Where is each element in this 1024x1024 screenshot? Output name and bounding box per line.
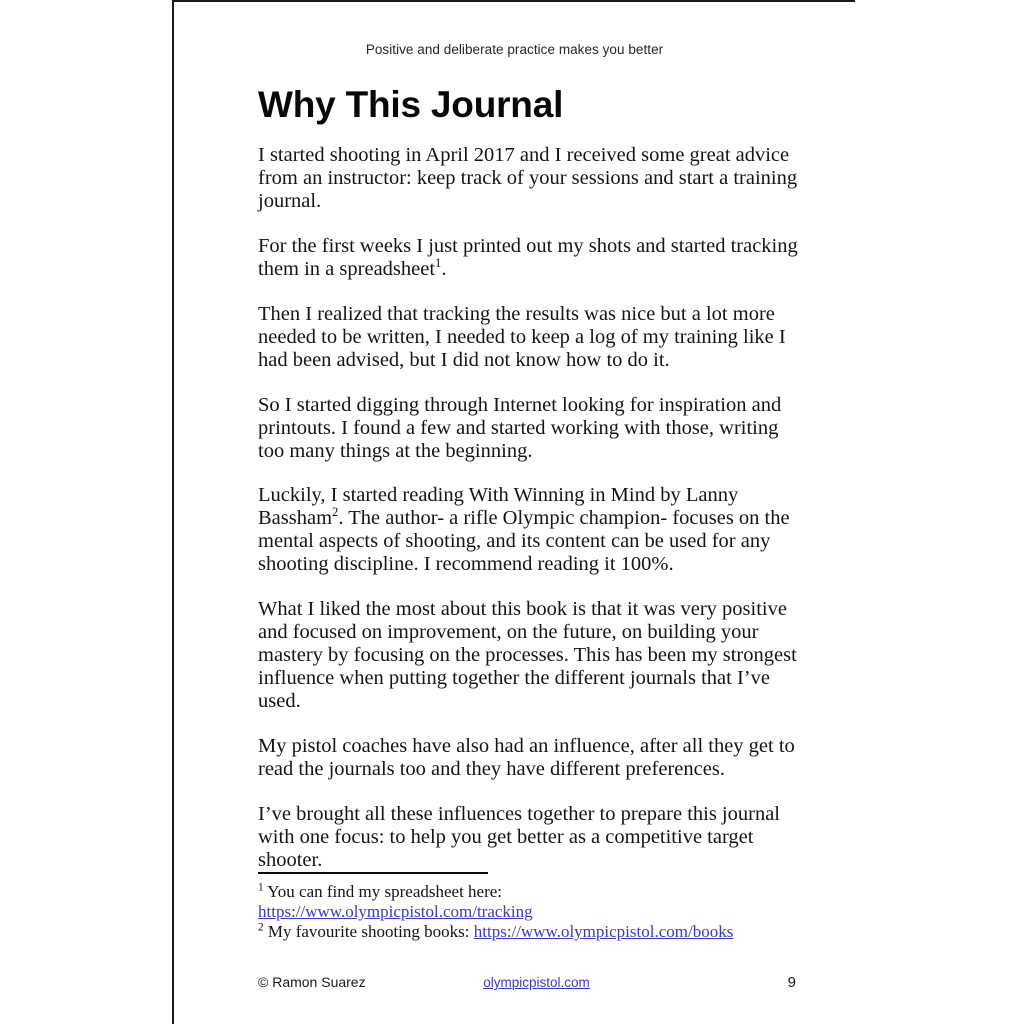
paragraph-5-tail: . The author- a rifle Olympic champion- focuses on the mental aspects of shooting, and its content can be used for any shooting discipline. I recommend reading it 100%. — [258, 507, 790, 576]
paragraph-4 — [258, 394, 806, 463]
page-footer — [258, 974, 815, 996]
paragraph-3 — [258, 303, 806, 372]
footnote-marker-2[interactable]: 2 — [332, 505, 339, 520]
footer-site-wrapper — [258, 975, 815, 990]
paragraph-6-text: What I liked the most about this book is that it was very positive and focused on improvement, on the future, on building your mastery by focusing on the processes. This has been my strongest influence when putting together the different journals that I’ve used. — [258, 598, 797, 713]
paragraph-1-text: I started shooting in April 2017 and I received some great advice from an instructor: keep track of your sessions and start a training journal. — [258, 144, 798, 212]
body-text-column — [258, 144, 806, 872]
footnote-2-link[interactable]: https://www.olympicpistol.com/books — [473, 922, 734, 942]
paragraph-1 — [258, 144, 806, 213]
footer-copyright: © Ramon Suarez — [258, 974, 366, 990]
paragraph-2-text: For the first weeks I just printed out my shots and started tracking them in a spreadsheet — [258, 234, 798, 280]
footnote-marker-1[interactable]: 1 — [435, 255, 442, 270]
footnote-number-2: 2 — [258, 921, 264, 934]
paragraph-5-text: Luckily, I started reading With Winning in Mind by Lanny Bassham — [258, 484, 739, 530]
paragraph-4-text: So I started digging through Internet looking for inspiration and printouts. I found a few and started working with those, writing too many things at the beginning. — [258, 393, 782, 462]
paragraph-6 — [258, 598, 806, 713]
page-margin-area — [0, 0, 172, 1024]
footnote-1-text: You can find my spreadsheet here: — [267, 882, 503, 901]
footnote-item-1 — [258, 882, 806, 922]
paragraph-7-text: My pistol coaches have also had an influence, after all they get to read the journals too and they have different preferences. — [258, 735, 795, 781]
paragraph-2-tail: . — [441, 257, 447, 280]
footnote-2-text: My favourite shooting books: — [267, 922, 470, 942]
footnote-section — [258, 872, 806, 942]
document-page — [172, 0, 855, 1024]
running-head: Positive and deliberate practice makes you better — [365, 42, 664, 57]
footnote-1-link[interactable]: https://www.olympicpistol.com/tracking — [258, 902, 533, 922]
footnote-separator-rule — [258, 872, 488, 874]
paragraph-7 — [258, 735, 806, 781]
paragraph-5 — [258, 484, 806, 576]
paragraph-2 — [258, 235, 806, 281]
paragraph-3-text: Then I realized that tracking the results was nice but a lot more needed to be written, I needed to keep a log of my training like I had been advised, but I did not know how to do it. — [258, 302, 786, 371]
footnote-number-1: 1 — [258, 881, 264, 894]
footer-site-link[interactable]: olympicpistol.com — [483, 975, 590, 990]
footnote-item-2 — [258, 922, 806, 942]
page-number: 9 — [787, 974, 796, 991]
paragraph-8 — [258, 803, 806, 872]
paragraph-8-text: I’ve brought all these influences together to prepare this journal with one focus: to help you get better as a competitive target shooter. — [258, 802, 780, 871]
page-title: Why This Journal — [258, 84, 564, 125]
